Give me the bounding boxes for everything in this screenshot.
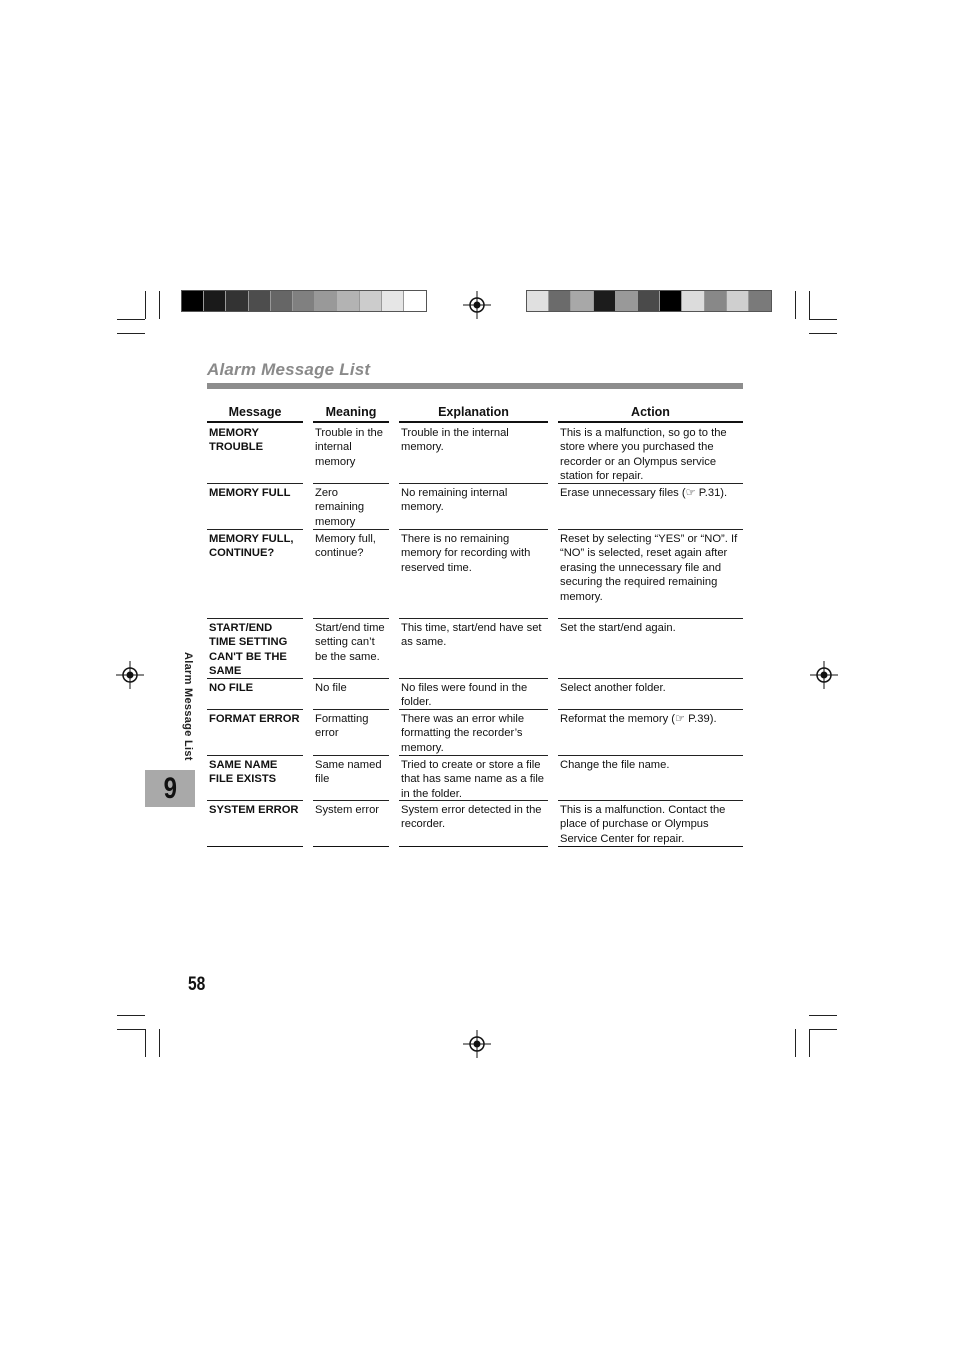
crop-mark — [809, 319, 837, 320]
crop-mark — [809, 1029, 837, 1030]
color-swatch — [337, 291, 359, 311]
cell-explanation: There was an error while formatting the recorder’s memory. — [393, 710, 552, 756]
color-swatch — [660, 291, 682, 311]
crop-mark — [159, 1029, 160, 1057]
color-swatch — [404, 291, 426, 311]
cell-meaning: Formatting error — [307, 710, 393, 756]
cell-meaning: Memory full, continue? — [307, 530, 393, 619]
color-bar-right — [526, 290, 772, 312]
color-swatch — [638, 291, 660, 311]
cell-explanation: System error detected in the recorder. — [393, 801, 552, 847]
section-rule — [207, 383, 743, 389]
column-header-action: Action — [552, 405, 743, 424]
cell-explanation: Trouble in the internal memory. — [393, 424, 552, 484]
crop-mark — [145, 1029, 146, 1057]
cell-explanation: No remaining internal memory. — [393, 484, 552, 530]
cell-meaning: Same named file — [307, 756, 393, 801]
registration-mark-icon — [810, 661, 838, 689]
crop-mark — [809, 1029, 810, 1057]
side-tab-label: Alarm Message List — [182, 652, 194, 761]
crop-mark — [809, 333, 837, 334]
color-swatch — [226, 291, 248, 311]
cell-action: Select another folder. — [552, 679, 743, 710]
color-swatch — [527, 291, 549, 311]
column-header-explanation: Explanation — [393, 405, 552, 424]
crop-mark — [809, 1015, 837, 1016]
cell-meaning: Trouble in the internal memory — [307, 424, 393, 484]
table-row — [207, 801, 743, 847]
color-swatch — [182, 291, 204, 311]
color-swatch — [315, 291, 337, 311]
cell-meaning: Start/end time setting can’t be the same. — [307, 619, 393, 679]
cell-message: NO FILE — [207, 679, 307, 710]
cell-action: This is a malfunction, so go to the store where you purchased the recorder or an Olympus service station for repair. — [552, 424, 743, 484]
table-row — [207, 424, 743, 484]
cell-message: MEMORY TROUBLE — [207, 424, 307, 484]
chapter-tab — [145, 770, 195, 807]
chapter-number: 9 — [163, 771, 177, 805]
color-swatch — [271, 291, 293, 311]
color-swatch — [360, 291, 382, 311]
cell-action: Change the file name. — [552, 756, 743, 801]
cell-meaning: Zero remaining memory — [307, 484, 393, 530]
cell-explanation: There is no remaining memory for recording with reserved time. — [393, 530, 552, 619]
color-swatch — [293, 291, 315, 311]
cell-message: SYSTEM ERROR — [207, 801, 307, 847]
crop-mark — [159, 291, 160, 319]
registration-mark-icon — [463, 291, 491, 319]
table-row — [207, 756, 743, 801]
crop-mark — [117, 1029, 145, 1030]
cell-message: START/END TIME SETTING CAN'T BE THE SAME — [207, 619, 307, 679]
cell-message: MEMORY FULL, CONTINUE? — [207, 530, 307, 619]
color-swatch — [571, 291, 593, 311]
cell-explanation: Tried to create or store a file that has same name as a file in the folder. — [393, 756, 552, 801]
color-swatch — [204, 291, 226, 311]
color-swatch — [382, 291, 404, 311]
section-title: Alarm Message List — [207, 360, 371, 379]
table-row — [207, 619, 743, 679]
crop-mark — [117, 333, 145, 334]
color-swatch — [549, 291, 571, 311]
color-swatch — [749, 291, 771, 311]
color-swatch — [594, 291, 616, 311]
color-swatch — [705, 291, 727, 311]
color-bar-left — [181, 290, 427, 312]
column-header-message: Message — [207, 405, 307, 424]
table-row — [207, 679, 743, 710]
crop-mark — [117, 319, 145, 320]
cell-message: FORMAT ERROR — [207, 710, 307, 756]
cell-action: Reset by selecting “YES” or “NO”. If “NO” is selected, reset again after erasing the unnecessary file and securing the required remaining memory. — [552, 530, 743, 619]
cell-message: MEMORY FULL — [207, 484, 307, 530]
cell-action: Set the start/end again. — [552, 619, 743, 679]
cell-action: This is a malfunction. Contact the place of purchase or Olympus Service Center for repair. — [552, 801, 743, 847]
cell-meaning: System error — [307, 801, 393, 847]
table-row — [207, 484, 743, 530]
table-row — [207, 530, 743, 619]
registration-mark-icon — [116, 661, 144, 689]
color-swatch — [616, 291, 638, 311]
column-header-meaning: Meaning — [307, 405, 393, 424]
cell-action: Reformat the memory (☞ P.39). — [552, 710, 743, 756]
crop-mark — [145, 291, 146, 319]
alarm-message-table — [207, 405, 743, 847]
table-header-row — [207, 405, 743, 424]
page-number: 58 — [188, 974, 206, 995]
crop-mark — [795, 1029, 796, 1057]
cell-explanation: No files were found in the folder. — [393, 679, 552, 710]
crop-mark — [117, 1015, 145, 1016]
table-row — [207, 710, 743, 756]
crop-mark — [809, 291, 810, 319]
color-swatch — [727, 291, 749, 311]
cell-message: SAME NAME FILE EXISTS — [207, 756, 307, 801]
cell-meaning: No file — [307, 679, 393, 710]
registration-mark-icon — [463, 1030, 491, 1058]
cell-action: Erase unnecessary files (☞ P.31). — [552, 484, 743, 530]
color-swatch — [682, 291, 704, 311]
cell-explanation: This time, start/end have set as same. — [393, 619, 552, 679]
color-swatch — [249, 291, 271, 311]
crop-mark — [795, 291, 796, 319]
